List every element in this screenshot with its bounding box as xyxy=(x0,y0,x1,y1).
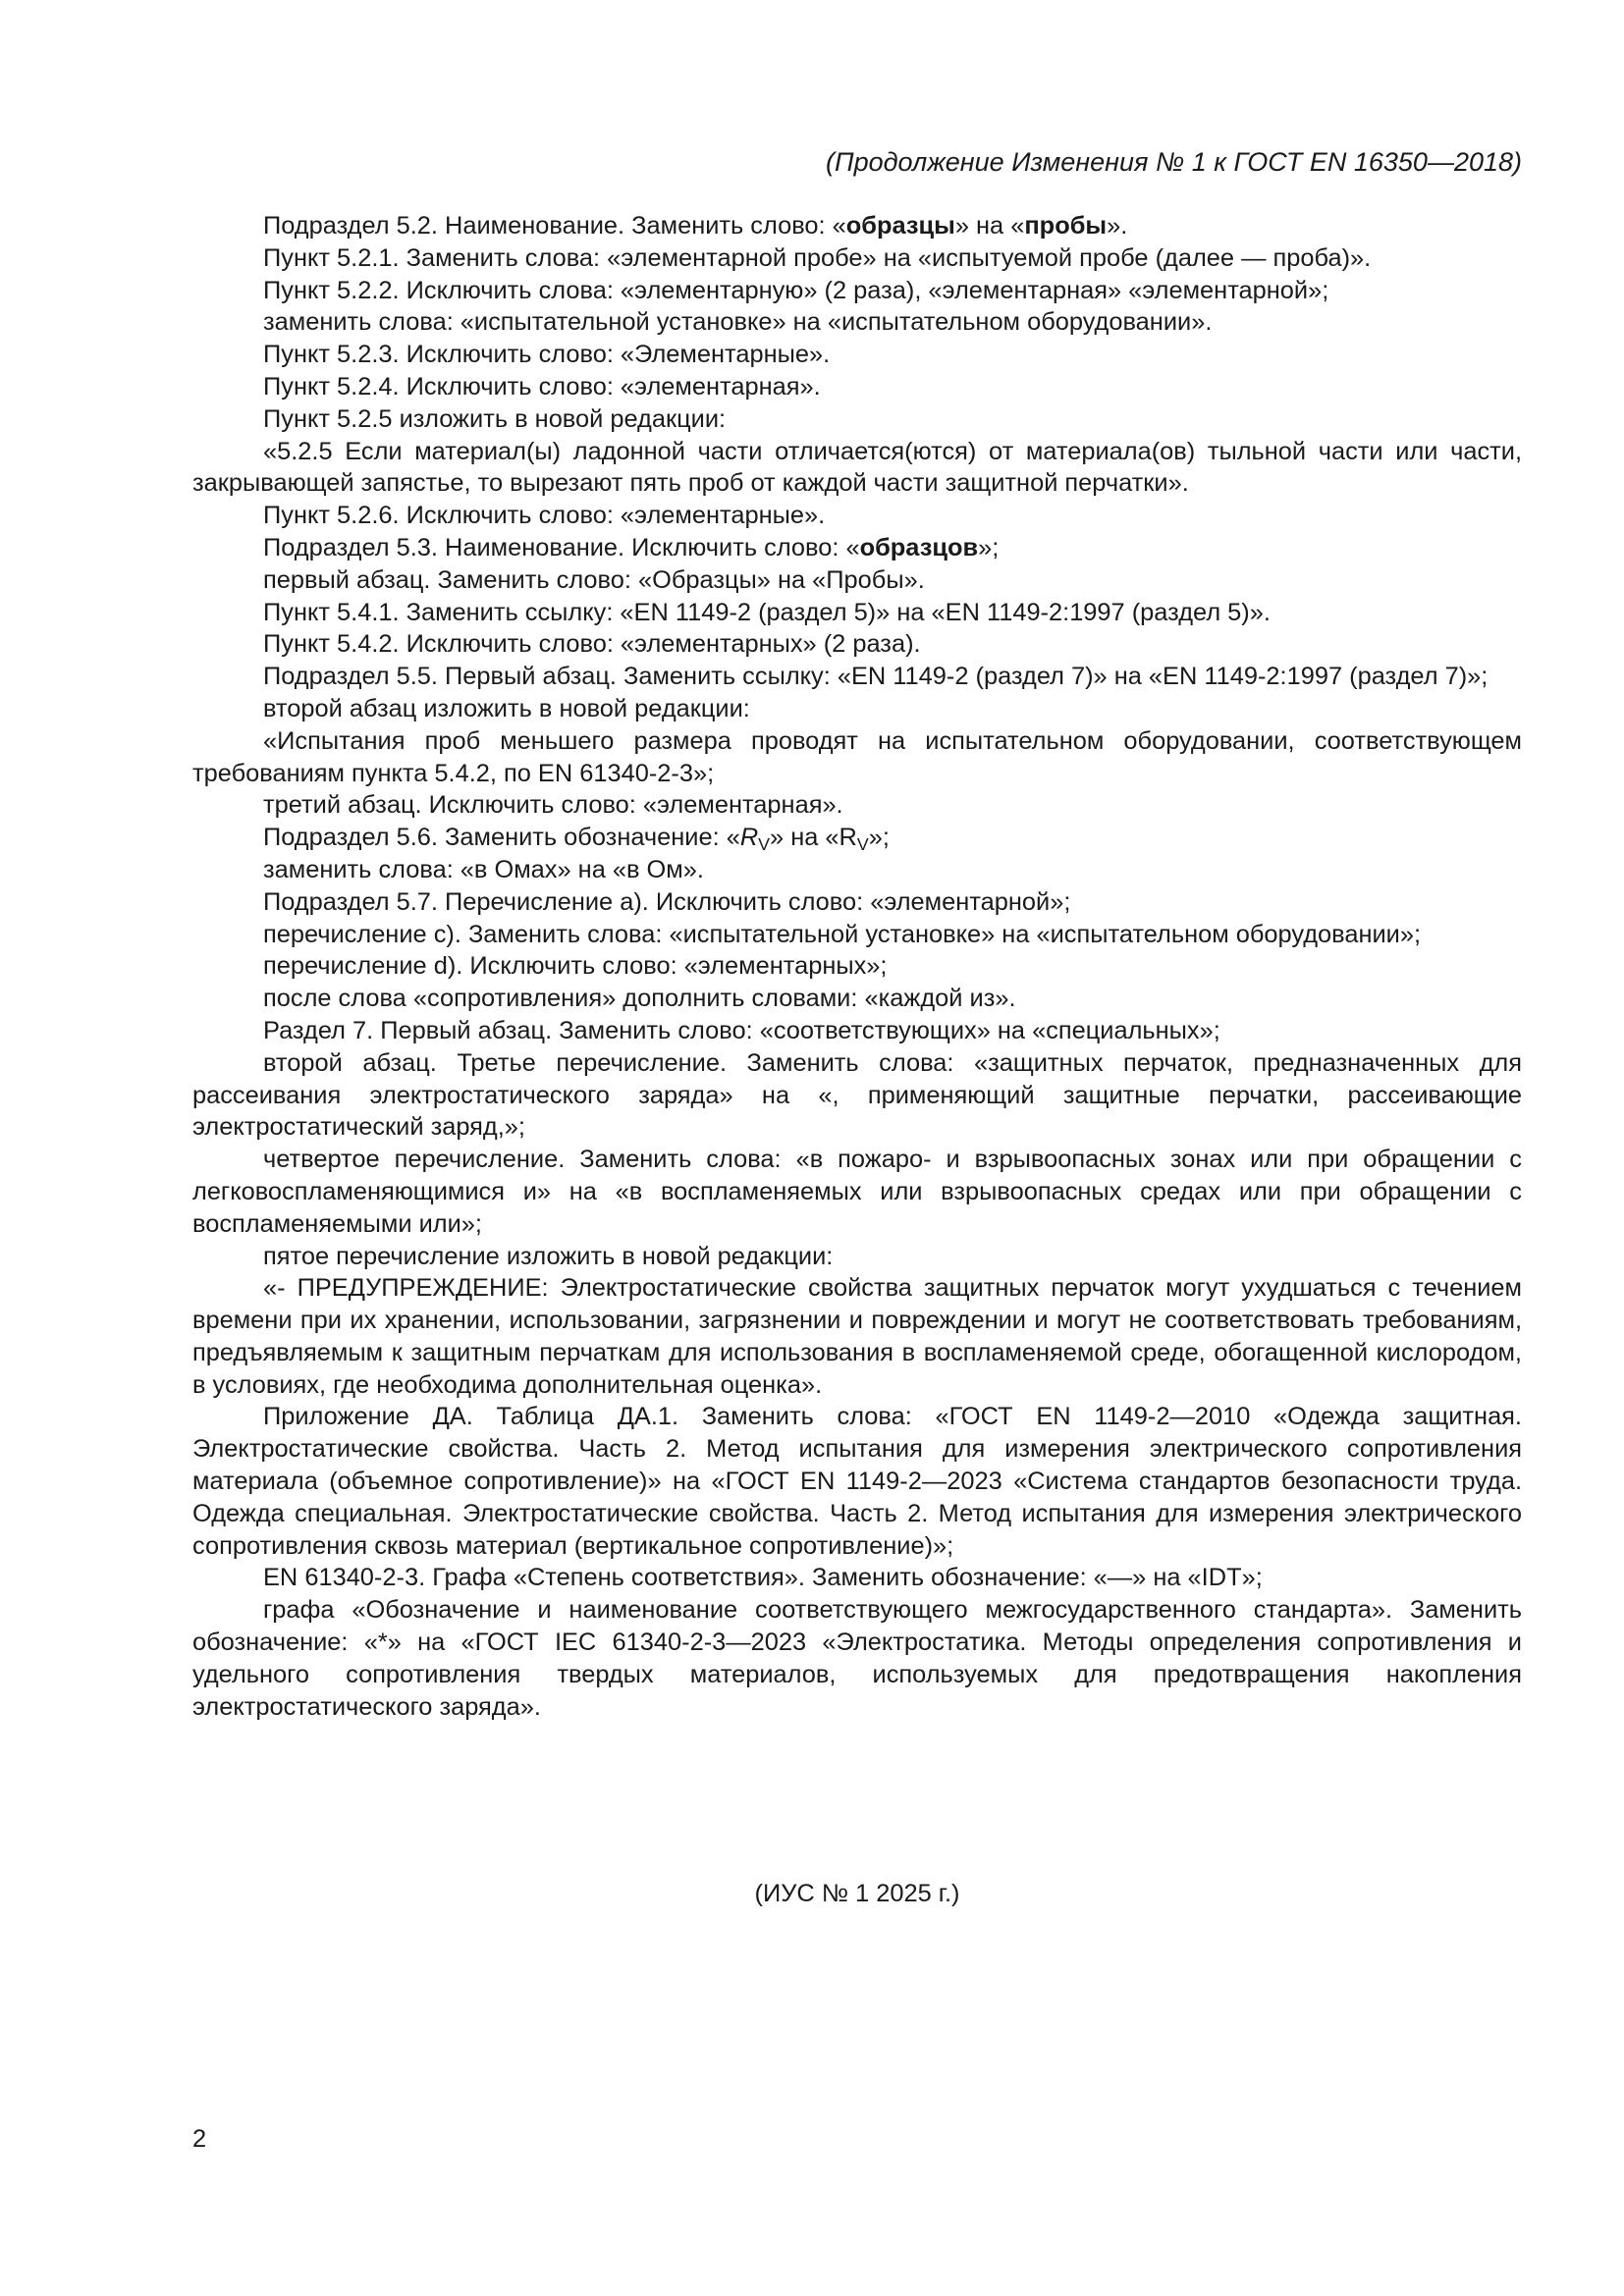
paragraph: «Испытания проб меньшего размера проводят на испытательном оборудовании, соответствующем требованиям пункта 5.4.2, по EN 61340-2-3»; xyxy=(192,726,1522,787)
paragraph: перечисление d). Исключить слово: «элементарных»; xyxy=(263,952,888,981)
paragraph: Пункт 5.2.5 изложить в новой редакции: xyxy=(263,404,727,433)
paragraph: четвертое перечисление. Заменить слова: «в пожаро- и взрывоопасных зонах или при обращении с легковоспламеняющимися и» на «в воспламеняемых или взрывоопасных средах или при обращении с воспламеняемыми или»; xyxy=(192,1146,1522,1238)
paragraph: пятое перечисление изложить в новой редакции: xyxy=(263,1242,834,1270)
symbol-subscript: V xyxy=(856,834,869,855)
paragraph: Раздел 7. Первый абзац. Заменить слово: «соответствующих» на «специальных»; xyxy=(263,1016,1220,1044)
paragraph: второй абзац. Третье перечисление. Заменить слова: «защитных перчаток, предназначенных для рассеивания электростатического заряда» на «, применяющий защитные перчатки, рассеивающие электростатический заряд,»; xyxy=(192,1048,1522,1142)
paragraph: Пункт 5.2.2. Исключить слова: «элементарную» (2 раза), «элементарная» «элементарной»; xyxy=(263,276,1329,304)
paragraph: Подраздел 5.7. Перечисление а). Исключить слово: «элементарной»; xyxy=(263,887,1071,916)
bold-term: пробы xyxy=(1024,212,1108,240)
paragraph: «- ПРЕДУПРЕЖДЕНИЕ: Электростатические свойства защитных перчаток могут ухудшаться с течением времени при их хранении, использовании, загрязнении и повреждении и могут не соответствовать требованиям, предъявляемым к защитным перчаткам для использования в воспламеняемой среде, обогащенной кислородом, в условиях, где необходима дополнительная оценка». xyxy=(192,1274,1522,1399)
ius-reference: (ИУС № 1 2025 г.) xyxy=(754,1880,960,1907)
running-header: (Продолжение Изменения № 1 к ГОСТ EN 16350—2018) xyxy=(826,147,1522,177)
symbol-italic: R xyxy=(739,824,759,852)
paragraph: Пункт 5.2.1. Заменить слова: «элементарной пробе» на «испытуемой пробе (далее — проба)». xyxy=(263,243,1372,272)
paragraph: графа «Обозначение и наименование соответствующего межгосударственного стандарта». Заменить обозначение: «*» на «ГОСТ IEC 61340-2-3—2023 «Электростатика. Методы определения сопротивления и удельного сопротивления твердых материалов, используемых для предотвращения накопления электростатического заряда». xyxy=(192,1596,1522,1721)
paragraph: Подраздел 5.5. Первый абзац. Заменить ссылку: «EN 1149-2 (раздел 7)» на «EN 1149-2:1997 (раздел 7)»; xyxy=(263,663,1489,691)
paragraph: EN 61340-2-3. Графа «Степень соответствия». Заменить обозначение: «—» на «IDT»; xyxy=(263,1564,1263,1592)
paragraph: заменить слова: «в Омах» на «в Ом». xyxy=(263,855,704,883)
paragraph: «5.2.5 Если материал(ы) ладонной части отличается(ются) от материала(ов) тыльной части или части, закрывающей запястье, то вырезают пять проб от каждой части защитной перчатки». xyxy=(192,437,1522,498)
paragraph: Пункт 5.2.6. Исключить слово: «элементарные». xyxy=(263,502,826,530)
paragraph: Подраздел 5.6. Заменить обозначение: «$R_V$» на «$R_V$»; xyxy=(263,824,890,855)
paragraph: третий абзац. Исключить слово: «элементарная». xyxy=(263,791,843,820)
paragraph: Подраздел 5.2. Наименование. Заменить слово: «образцы» на «пробы». xyxy=(263,212,1128,240)
symbol-upright: R xyxy=(839,824,857,852)
page-number: 2 xyxy=(192,2125,207,2153)
bold-term: образцы xyxy=(845,212,955,240)
paragraph: заменить слова: «испытательной установке» на «испытательном оборудовании». xyxy=(263,308,1213,337)
paragraph: второй абзац изложить в новой редакции: xyxy=(263,694,750,722)
symbol-subscript: V xyxy=(758,834,771,855)
paragraph: первый абзац. Заменить слово: «Образцы» на «Пробы». xyxy=(263,565,925,594)
amendment-body xyxy=(192,210,1522,1723)
paragraph: Пункт 5.4.2. Исключить слово: «элементарных» (2 раза). xyxy=(263,630,921,659)
paragraph: после слова «сопротивления» дополнить словами: «каждой из». xyxy=(263,985,1016,1013)
paragraph: Пункт 5.2.3. Исключить слово: «Элементарные». xyxy=(263,341,831,369)
paragraph: Приложение ДА. Таблица ДА.1. Заменить слова: «ГОСТ EN 1149-2—2010 «Одежда защитная. Электростатические свойства. Часть 2. Метод испытания для измерения электрического сопротивления материала (объемное сопротивление)» на «ГОСТ EN 1149-2—2023 «Система стандартов безопасности труда. Одежда специальная. Электростатические свойства. Часть 2. Метод испытания для измерения электрического сопротивления сквозь материал (вертикальное сопротивление)»; xyxy=(192,1403,1522,1560)
paragraph: Пункт 5.4.1. Заменить ссылку: «EN 1149-2 (раздел 5)» на «EN 1149-2:1997 (раздел 5)». xyxy=(263,598,1271,626)
paragraph: перечисление с). Заменить слова: «испытательной установке» на «испытательном оборудовании»; xyxy=(263,920,1422,948)
paragraph: Подраздел 5.3. Наименование. Исключить слово: «образцов»; xyxy=(263,533,1000,561)
paragraph: Пункт 5.2.4. Исключить слово: «элементарная». xyxy=(263,372,821,400)
bold-term: образцов xyxy=(859,533,979,561)
